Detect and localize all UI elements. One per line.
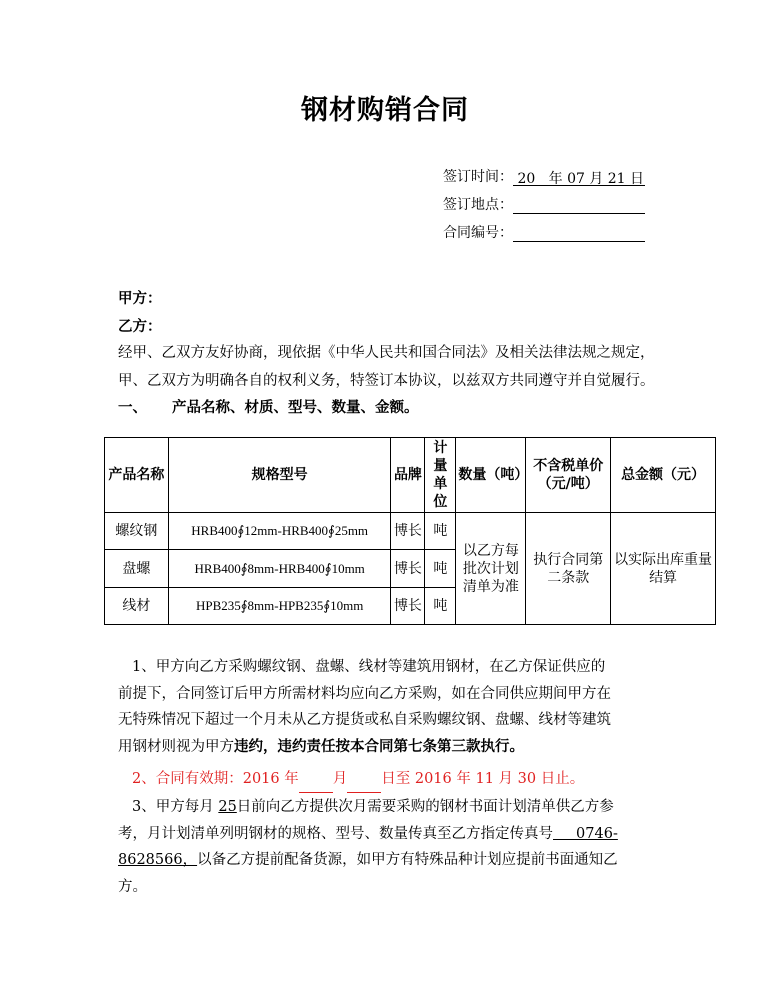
sign-place-label: 签订地点：	[443, 197, 513, 213]
header-quantity: 数量（吨）	[456, 438, 526, 513]
price-cell: 执行合同第二条款	[526, 513, 611, 625]
clause-3-rest: 日前向乙方提供次月需要采购的钢材书面计划清单供乙方参	[236, 799, 614, 815]
party-a: 甲方：	[118, 291, 162, 307]
header-total: 总金额（元）	[611, 438, 716, 513]
clause-3-line-4: 方。	[118, 878, 147, 895]
contract-title: 钢材购销合同	[301, 95, 469, 126]
party-b: 乙方：	[118, 319, 162, 335]
contract-number-label: 合同编号：	[443, 225, 513, 241]
header-product-name: 产品名称	[105, 438, 169, 513]
row-product-name: 盘螺	[105, 550, 169, 588]
clause-2-start: 2、合同有效期：2016 年	[132, 771, 299, 787]
row-unit: 吨	[425, 550, 456, 588]
sign-place-row	[443, 194, 645, 214]
table-row	[105, 513, 716, 550]
row-product-name: 线材	[105, 588, 169, 625]
quantity-cell: 以乙方每批次计划清单为准	[456, 513, 526, 625]
clause-1-line: 前提下，合同签订后甲方所需材料均应向乙方采购，如在合同供应期间甲方在	[118, 685, 611, 702]
row-spec: HRB400∮12mm-HRB400∮25mm	[168, 513, 391, 550]
contract-number-row	[443, 222, 645, 242]
clause-1	[118, 654, 658, 760]
clause-2-end: 日至 2016 年 11 月 30 日止。	[381, 771, 585, 787]
clause-2	[118, 766, 672, 793]
header-brand: 品牌	[391, 438, 425, 513]
header-unit-price: 不含税单价（元/吨）	[526, 438, 611, 513]
row-unit: 吨	[425, 513, 456, 550]
header-spec: 规格型号	[168, 438, 391, 513]
clause-3-line-2-text: 考，月计划清单列明钢材的规格、型号、数量传真至乙方指定传真号	[118, 825, 553, 842]
row-unit: 吨	[425, 588, 456, 625]
fax-number-part-1: 0746-	[553, 825, 618, 842]
intro-line-1: 经甲、乙双方友好协商，现依据《中华人民共和国合同法》及相关法律法规之规定，	[118, 345, 655, 361]
clause-3-day: 25	[218, 799, 237, 815]
row-brand: 博长	[391, 550, 425, 588]
row-brand: 博长	[391, 513, 425, 550]
intro-line-2: 甲、乙双方为明确各自的权利义务，特签订本协议，以兹双方共同遵守并自觉履行。	[118, 373, 655, 389]
clause-3-line-1	[118, 794, 658, 821]
contract-number-blank	[513, 224, 645, 242]
header-unit: 计量单位	[425, 438, 456, 513]
month-blank	[299, 775, 333, 793]
clause-2-month: 月	[332, 771, 348, 787]
row-brand: 博长	[391, 588, 425, 625]
sign-time-value: 20 年 07 月 21 日	[513, 168, 645, 186]
sign-place-blank	[513, 196, 645, 214]
day-blank	[347, 775, 381, 793]
row-spec: HPB235∮8mm-HPB235∮10mm	[168, 588, 391, 625]
clause-3-line-3	[118, 847, 658, 874]
clause-3	[118, 794, 658, 900]
row-spec: HRB400∮8mm-HRB400∮10mm	[168, 550, 391, 588]
section-1-number: 一、	[118, 400, 147, 416]
clause-3-line-3-text: 以备乙方提前配备货源，如甲方有特殊品种计划应提前书面通知乙	[197, 852, 618, 868]
clause-1-last-plain: 用钢材则视为甲方	[118, 738, 234, 755]
clause-1-line: 1、甲方向乙方采购螺纹钢、盘螺、线材等建筑用钢材，在乙方保证供应的	[132, 659, 606, 675]
sign-time-row	[443, 166, 645, 186]
clause-1-line: 无特殊情况下超过一个月未从乙方提货或私自采购螺纹钢、盘螺、线材等建筑	[118, 712, 611, 728]
section-1-heading	[118, 396, 419, 417]
table-header-row	[105, 438, 716, 513]
fax-number-part-2: 8628566，	[118, 852, 198, 868]
clause-1-last-bold: 违约，违约责任按本合同第七条第三款执行。	[234, 738, 524, 755]
product-table	[104, 437, 716, 625]
row-product-name: 螺纹钢	[105, 513, 169, 550]
clause-1-last-line	[118, 734, 658, 761]
clause-3-start: 3、甲方每月	[132, 799, 219, 815]
sign-time-label: 签订时间：	[443, 169, 513, 185]
clause-3-line-2	[118, 821, 658, 848]
total-cell: 以实际出库重量结算	[611, 513, 716, 625]
section-1-title: 产品名称、材质、型号、数量、金额。	[172, 400, 419, 416]
